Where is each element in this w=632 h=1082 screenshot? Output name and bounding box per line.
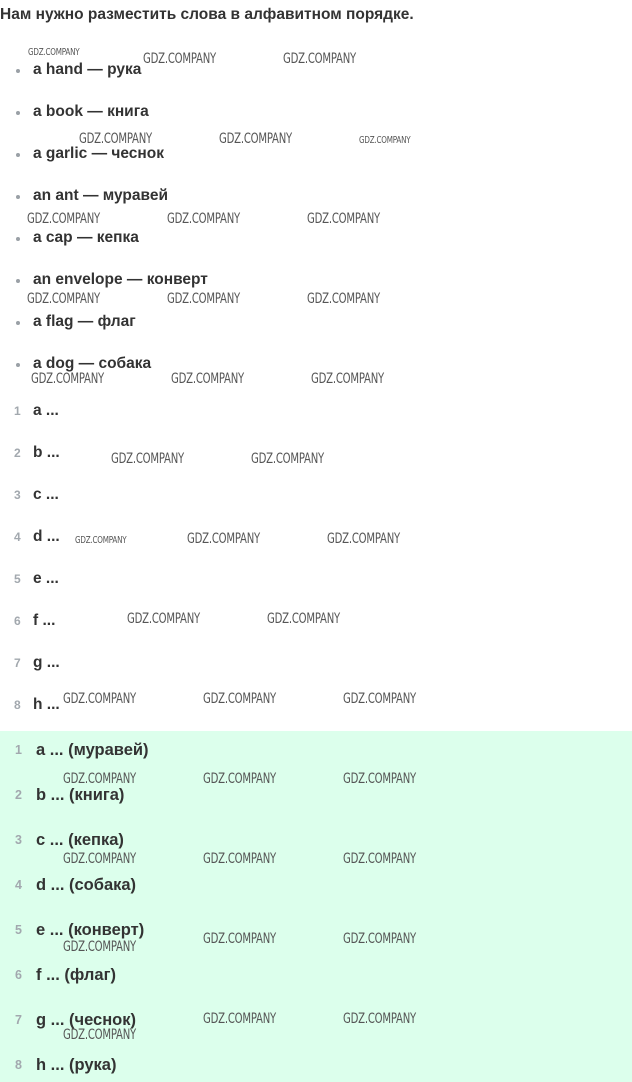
watermark: GDZ.COMPANY	[79, 131, 153, 147]
watermark: GDZ.COMPANY	[343, 931, 417, 947]
bullet-icon	[16, 363, 20, 367]
watermark: GDZ.COMPANY	[27, 291, 101, 307]
watermark: GDZ.COMPANY	[63, 771, 137, 787]
watermark: GDZ.COMPANY	[167, 291, 241, 307]
watermark: GDZ.COMPANY	[167, 211, 241, 227]
watermark: GDZ.COMPANY	[311, 371, 385, 387]
bullet-icon	[16, 153, 20, 157]
watermark: GDZ.COMPANY	[27, 211, 101, 227]
watermark: GDZ.COMPANY	[143, 51, 217, 67]
watermark: GDZ.COMPANY	[203, 931, 277, 947]
watermark: GDZ.COMPANY	[171, 371, 245, 387]
watermark: GDZ.COMPANY	[343, 771, 417, 787]
watermark: GDZ.COMPANY	[203, 691, 277, 707]
bullet-icon	[16, 321, 20, 325]
intro-text: Нам нужно разместить слова в алфавитном порядке.	[0, 6, 414, 23]
watermark: GDZ.COMPANY	[267, 611, 341, 627]
watermark: GDZ.COMPANY	[75, 535, 127, 546]
bullet-icon	[16, 195, 20, 199]
watermark: GDZ.COMPANY	[343, 851, 417, 867]
watermark: GDZ.COMPANY	[251, 451, 325, 467]
watermark: GDZ.COMPANY	[31, 371, 105, 387]
watermark: GDZ.COMPANY	[359, 135, 411, 146]
bullet-icon	[16, 111, 20, 115]
watermark: GDZ.COMPANY	[127, 611, 201, 627]
watermark: GDZ.COMPANY	[307, 291, 381, 307]
watermark: GDZ.COMPANY	[343, 691, 417, 707]
watermark: GDZ.COMPANY	[63, 851, 137, 867]
watermark: GDZ.COMPANY	[343, 1011, 417, 1027]
watermark: GDZ.COMPANY	[203, 851, 277, 867]
bullet-icon	[16, 279, 20, 283]
watermark: GDZ.COMPANY	[63, 691, 137, 707]
bullet-icon	[16, 69, 20, 73]
watermark: GDZ.COMPANY	[63, 939, 137, 955]
watermark: GDZ.COMPANY	[28, 47, 80, 58]
watermark: GDZ.COMPANY	[219, 131, 293, 147]
watermark: GDZ.COMPANY	[203, 771, 277, 787]
watermark: GDZ.COMPANY	[187, 531, 261, 547]
watermark: GDZ.COMPANY	[327, 531, 401, 547]
bullet-icon	[16, 237, 20, 241]
watermark: GDZ.COMPANY	[203, 1011, 277, 1027]
watermark: GDZ.COMPANY	[307, 211, 381, 227]
watermark: GDZ.COMPANY	[111, 451, 185, 467]
watermark: GDZ.COMPANY	[63, 1027, 137, 1043]
watermark: GDZ.COMPANY	[283, 51, 357, 67]
